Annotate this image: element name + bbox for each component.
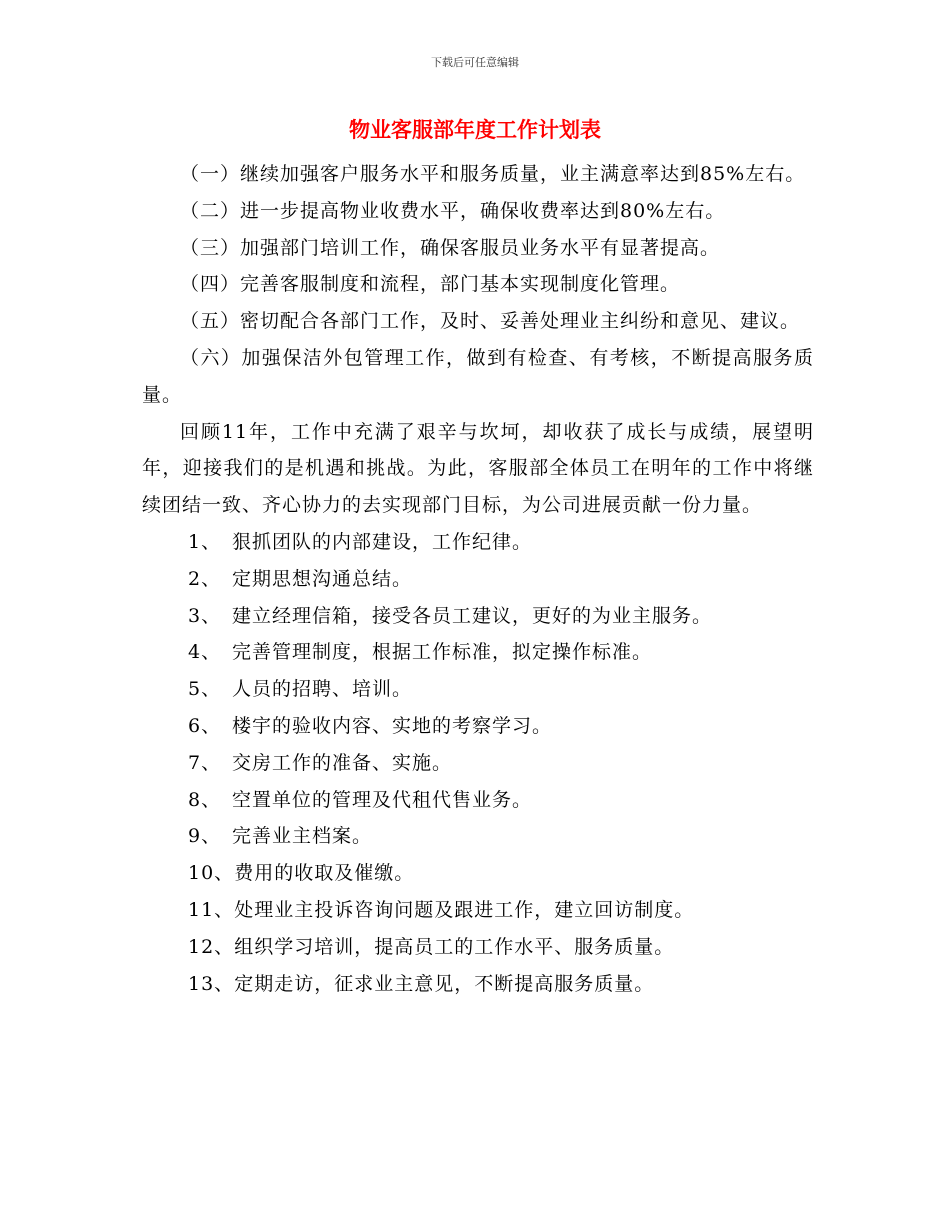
- list-item-number: 6、: [188, 714, 222, 737]
- list-item: [142, 634, 814, 671]
- list-item-number: 1、: [188, 530, 222, 553]
- paragraph-1: （一）继续加强客户服务水平和服务质量，业主满意率达到85%左右。: [180, 163, 806, 185]
- list-item-text: 完善管理制度，根据工作标准，拟定操作标准。: [232, 641, 653, 664]
- list-item: [142, 929, 814, 966]
- list-item-text: 定期走访，征求业主意见，不断提高服务质量。: [234, 972, 655, 995]
- list-item: [142, 782, 814, 819]
- paragraph-2: （二）进一步提高物业收费水平，确保收费率达到80%左右。: [180, 199, 726, 222]
- task-list: [142, 524, 814, 1002]
- list-item: [142, 598, 814, 635]
- list-item-text: 处理业主投诉咨询问题及跟进工作，建立回访制度。: [234, 898, 695, 921]
- list-item-text: 楼宇的验收内容、实地的考察学习。: [232, 714, 553, 737]
- list-item-text: 费用的收取及催缴。: [234, 862, 415, 885]
- paragraph-4: （四）完善客服制度和流程，部门基本实现制度化管理。: [180, 273, 681, 296]
- header-note: 下载后可任意编辑: [431, 56, 519, 69]
- list-item: [142, 966, 814, 1003]
- paragraph-review: 回顾11年，工作中充满了艰辛与坎坷，却收获了成长与成绩，展望明年，迎接我们的是机遇和挑战。为此，客服部全体员工在明年的工作中将继续团结一致、齐心协力的去实现部门目标，为公司进展贡献一份力量。: [142, 420, 814, 517]
- list-item: [142, 524, 814, 561]
- list-item-number: 13、: [188, 972, 235, 995]
- list-item-number: 3、: [188, 604, 222, 627]
- list-item-number: 9、: [188, 825, 222, 848]
- list-item: [142, 708, 814, 745]
- list-item: [142, 671, 814, 708]
- list-item-text: 人员的招聘、培训。: [232, 678, 413, 701]
- list-item-text: 建立经理信箱，接受各员工建议，更好的为业主服务。: [232, 604, 713, 627]
- document-title: 物业客服部年度工作计划表: [349, 117, 601, 142]
- list-item-number: 4、: [188, 641, 222, 664]
- list-item-text: 狠抓团队的内部建设，工作纪律。: [232, 530, 533, 553]
- list-item-text: 交房工作的准备、实施。: [232, 751, 453, 774]
- list-item-number: 8、: [188, 788, 222, 811]
- list-item-number: 12、: [188, 935, 235, 958]
- list-item-number: 10、: [188, 862, 235, 885]
- list-item-number: 5、: [188, 678, 222, 701]
- list-item-number: 7、: [188, 751, 222, 774]
- list-item: [142, 892, 814, 929]
- list-item-text: 定期思想沟通总结。: [232, 567, 413, 590]
- list-item-number: 11、: [188, 898, 235, 921]
- list-item: [142, 745, 814, 782]
- list-item: [142, 855, 814, 892]
- list-item: [142, 561, 814, 598]
- list-item: [142, 818, 814, 855]
- paragraph-6: （六）加强保洁外包管理工作，做到有检查、有考核，不断提高服务质量。: [142, 346, 814, 406]
- list-item-text: 空置单位的管理及代租代售业务。: [232, 788, 533, 811]
- list-item-text: 组织学习培训，提高员工的工作水平、服务质量。: [234, 935, 675, 958]
- list-item-number: 2、: [188, 567, 222, 590]
- paragraph-3: （三）加强部门培训工作，确保客服员业务水平有显著提高。: [180, 236, 721, 259]
- document-body: [142, 156, 814, 1002]
- paragraph-5: （五）密切配合各部门工作，及时、妥善处理业主纠纷和意见、建议。: [180, 310, 801, 333]
- list-item-text: 完善业主档案。: [232, 825, 373, 848]
